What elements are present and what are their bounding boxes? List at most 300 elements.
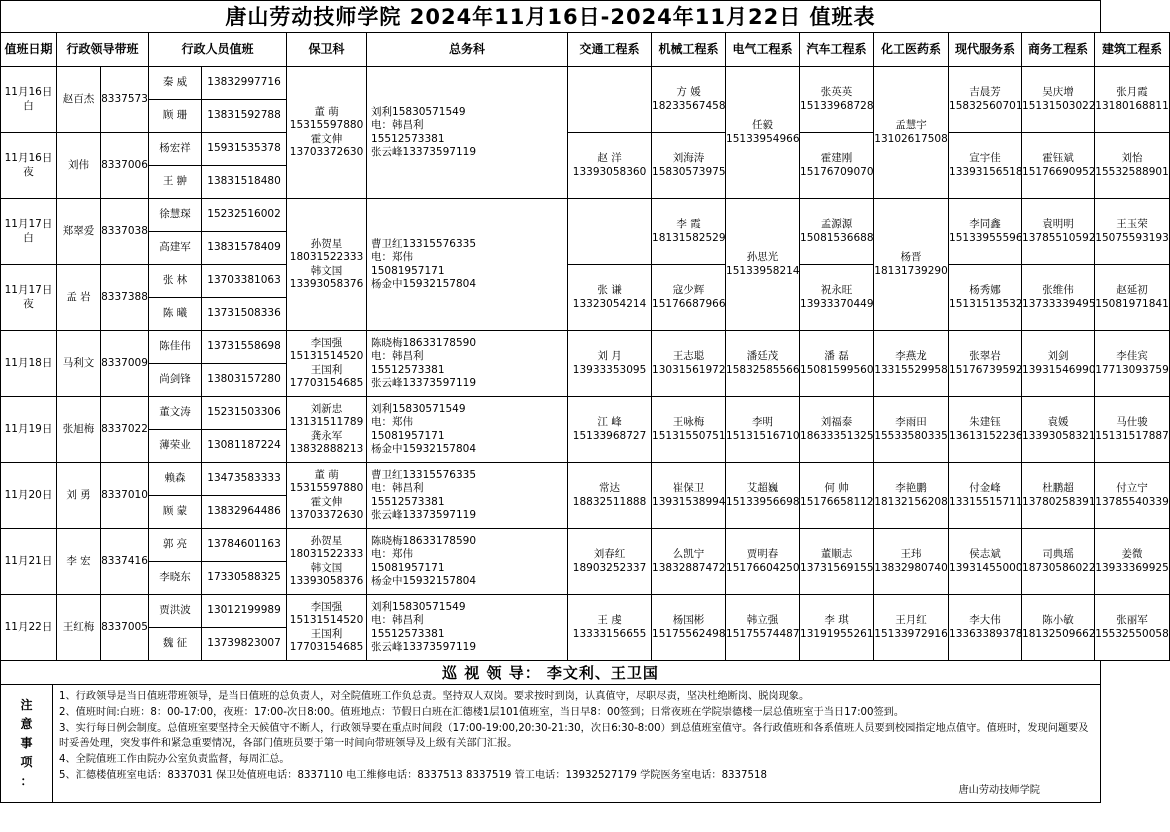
xiandai-cell-line: 吉晨芳 — [969, 86, 1001, 99]
qiche-cell-line: 13191955261 — [800, 627, 874, 640]
security-cell-line: 17703154685 — [289, 376, 364, 389]
huagong-cell-line: 15133972916 — [874, 627, 948, 640]
security-cell — [287, 199, 367, 331]
leader-name: 马利文 — [57, 331, 101, 397]
security-cell-line: 15131514520 — [289, 350, 364, 363]
huagong-cell-line: 13832980740 — [874, 561, 948, 574]
staff-phone: 13784601163 — [202, 529, 287, 562]
jianzhu-cell-line: 马仕骏 — [1116, 416, 1148, 429]
huagong-cell-line: 李燕龙 — [895, 350, 927, 363]
jianzhu-cell — [1095, 265, 1170, 331]
jianzhu-cell — [1095, 463, 1170, 529]
shangwu-cell-line: 张维伟 — [1042, 284, 1074, 297]
shangwu-cell-line: 13785510592 — [1022, 231, 1096, 244]
leader-name: 刘伟 — [57, 133, 101, 199]
jiaotong-cell-line: 常达 — [599, 482, 621, 495]
security-cell-line: 15131514520 — [289, 614, 364, 627]
jianzhu-cell-line: 15532588901 — [1095, 165, 1169, 178]
security-cell-line: 18031522333 — [289, 251, 364, 264]
jiaotong-cell — [568, 67, 652, 133]
jianzhu-cell-line: 刘怡 — [1121, 152, 1143, 165]
security-cell-line: 王国利 — [310, 627, 343, 640]
jixie-cell — [652, 67, 726, 133]
leader-name: 郑翠爱 — [57, 199, 101, 265]
jianzhu-cell-line: 17713093759 — [1095, 363, 1169, 376]
qiche-cell — [800, 529, 874, 595]
dianqi-cell-line: 李明 — [752, 416, 774, 429]
huagong-cell-line: 15533580335 — [874, 429, 948, 442]
general-cell-line: 电：韩昌利 — [371, 482, 424, 495]
table-row — [1, 397, 1170, 430]
general-cell-line: 电：韩昌利 — [371, 614, 424, 627]
general-cell — [367, 595, 568, 661]
staff-name: 陈 曦 — [149, 298, 202, 331]
shangwu-cell-line: 陈小敏 — [1042, 614, 1074, 627]
jiaotong-cell-line: 张 谦 — [597, 284, 622, 297]
general-cell-line: 15081957171 — [371, 429, 445, 442]
jixie-cell-line: 15830573975 — [652, 165, 726, 178]
security-cell-line: 13393058376 — [289, 574, 364, 587]
staff-phone: 13803157280 — [202, 364, 287, 397]
shangwu-cell-line: 刘剑 — [1047, 350, 1069, 363]
header-staff: 行政人员值班 — [149, 33, 287, 67]
header-qiche: 汽车工程系 — [800, 33, 874, 67]
security-cell-line: 刘新忠 — [310, 403, 343, 416]
header-leader: 行政领导带班 — [57, 33, 149, 67]
xiandai-cell-line: 宣宇佳 — [969, 152, 1001, 165]
general-cell-line: 张云峰13373597119 — [371, 640, 477, 653]
jiaotong-cell-line: 刘 月 — [597, 350, 622, 363]
jixie-cell — [652, 331, 726, 397]
staff-name: 顾 蒙 — [149, 496, 202, 529]
general-cell-line: 电：郑伟 — [371, 548, 414, 561]
staff-phone: 13831518480 — [202, 166, 287, 199]
staff-phone: 13473583333 — [202, 463, 287, 496]
general-cell — [367, 529, 568, 595]
leader-phone: 8337009 — [101, 331, 149, 397]
general-cell-line: 刘利15830571549 — [371, 106, 466, 119]
jixie-cell — [652, 529, 726, 595]
leader-phone: 8337573 — [101, 67, 149, 133]
huagong-cell-line: 18131739290 — [874, 264, 948, 277]
xiandai-cell — [949, 133, 1022, 199]
shangwu-cell — [1022, 67, 1095, 133]
jianzhu-cell-line: 13785540339 — [1095, 495, 1169, 508]
general-cell-line: 15512573381 — [371, 627, 445, 640]
general-cell-line: 曹卫红13315576335 — [371, 469, 477, 482]
jiaotong-cell — [568, 463, 652, 529]
jixie-cell-line: 15175562498 — [652, 627, 726, 640]
huagong-cell — [874, 529, 949, 595]
xiandai-cell-line: 朱建钰 — [969, 416, 1001, 429]
qiche-cell-line: 15176658112 — [800, 495, 874, 508]
shangwu-cell-line: 18730586022 — [1022, 561, 1096, 574]
jiaotong-cell-line: 王 虔 — [597, 614, 622, 627]
security-cell-line: 董 萌 — [314, 469, 339, 482]
staff-name: 贾洪波 — [149, 595, 202, 628]
jixie-cell-line: 崔保卫 — [672, 482, 705, 495]
notes-label-char: 项 — [20, 755, 33, 770]
staff-phone: 13081187224 — [202, 430, 287, 463]
general-cell-line: 电：郑伟 — [371, 251, 414, 264]
general-cell-line: 电：韩昌利 — [371, 350, 424, 363]
huagong-cell-line: 杨晋 — [900, 251, 922, 264]
duty-date: 11月16日夜 — [1, 133, 57, 199]
duty-date: 11月22日 — [1, 595, 57, 661]
huagong-cell — [874, 397, 949, 463]
dianqi-cell-line: 孙思光 — [746, 251, 779, 264]
notes-section — [0, 685, 1101, 803]
security-cell-line: 李国强 — [310, 601, 343, 614]
jiaotong-cell — [568, 397, 652, 463]
qiche-cell-line: 孟源源 — [820, 218, 853, 231]
table-row — [1, 67, 1170, 100]
jianzhu-cell-line: 张月霞 — [1116, 86, 1148, 99]
page-title: 唐山劳动技师学院 2024年11月16日-2024年11月22日 值班表 — [0, 0, 1101, 32]
xiandai-cell-line: 15176739592 — [949, 363, 1023, 376]
security-cell-line: 18031522333 — [289, 548, 364, 561]
shangwu-cell — [1022, 397, 1095, 463]
xiandai-cell-line: 13613152236 — [949, 429, 1023, 442]
jixie-cell-line: 王咏梅 — [672, 416, 705, 429]
jixie-cell — [652, 397, 726, 463]
jianzhu-cell-line: 13180168811 — [1095, 99, 1169, 112]
note-item: 2、值班时间:白班：8：00-17:00，夜班：17:00-次日8:00。值班地点：节假日白班在汇德楼1层101值班室，当日早8：00签到；日常夜班在学院崇德楼一层总值班室于当日17:00签到。 — [59, 706, 905, 718]
security-cell — [287, 595, 367, 661]
dianqi-cell-line: 15832585566 — [726, 363, 800, 376]
staff-phone: 15232516002 — [202, 199, 287, 232]
jiaotong-cell-line: 13933353095 — [572, 363, 647, 376]
dianqi-cell-line: 贾明春 — [746, 548, 779, 561]
qiche-cell-line: 15133968728 — [800, 99, 874, 112]
xiandai-cell — [949, 463, 1022, 529]
shangwu-cell-line: 霍钰斌 — [1042, 152, 1074, 165]
dianqi-cell-line: 15176604250 — [726, 561, 800, 574]
shangwu-cell-line: 13780258391 — [1022, 495, 1096, 508]
qiche-cell-line: 李 琪 — [824, 614, 849, 627]
leader-phone: 8337010 — [101, 463, 149, 529]
security-cell-line: 13703372630 — [289, 508, 364, 521]
jixie-cell-line: 么凯宁 — [672, 548, 705, 561]
xiandai-cell-line: 15131513532 — [949, 297, 1023, 310]
jianzhu-cell — [1095, 199, 1170, 265]
huagong-cell-line: 王玮 — [900, 548, 922, 561]
header-jixie: 机械工程系 — [652, 33, 726, 67]
header-row — [1, 33, 1170, 67]
leader-phone: 8337416 — [101, 529, 149, 595]
security-cell-line: 15315597880 — [289, 119, 364, 132]
dianqi-cell-line: 15133958214 — [726, 264, 800, 277]
note-item: 3、实行每日例会制度。总值班室要坚持全天候值守不断人，行政领导要在重点时间段（17:00-19:00,20:30-21:30，次日6:30-8:00）到总值班室值守。各行政值班和各系值班人员要到校园指定地点值守。值班时，发现问题要及时妥善处理，突发事件和紧急重要情况，各部门值班员要于第一时间向带班领导及上级有关部门汇报。 — [59, 722, 1089, 750]
qiche-cell — [800, 133, 874, 199]
header-shangwu: 商务工程系 — [1022, 33, 1095, 67]
dianqi-cell-line: 15133956698 — [726, 495, 800, 508]
general-cell-line: 刘利15830571549 — [371, 403, 466, 416]
general-cell-line: 张云峰13373597119 — [371, 145, 477, 158]
jixie-cell-line: 13931538994 — [652, 495, 726, 508]
xiandai-cell-line: 13315515711 — [949, 495, 1023, 508]
huagong-cell — [874, 67, 949, 199]
dianqi-cell-line: 艾超巍 — [746, 482, 779, 495]
patrol-leaders: 巡 视 领 导： 李文利、王卫国 — [0, 661, 1101, 685]
xiandai-cell-line: 13393156518 — [949, 165, 1023, 178]
jianzhu-cell-line: 13933369925 — [1095, 561, 1169, 574]
jianzhu-cell-line: 张丽军 — [1116, 614, 1148, 627]
qiche-cell-line: 13933370449 — [800, 297, 874, 310]
xiandai-cell-line: 付金峰 — [969, 482, 1001, 495]
qiche-cell-line: 董顺志 — [820, 548, 853, 561]
staff-name: 李晓东 — [149, 562, 202, 595]
jixie-cell-line: 18131582529 — [652, 231, 726, 244]
header-jianzhu: 建筑工程系 — [1095, 33, 1170, 67]
notes-label-char: 事 — [20, 735, 33, 750]
staff-phone: 13731508336 — [202, 298, 287, 331]
dianqi-cell — [726, 331, 800, 397]
xiandai-cell-line: 李大伟 — [969, 614, 1001, 627]
shangwu-cell — [1022, 199, 1095, 265]
xiandai-cell-line: 15133955596 — [949, 231, 1023, 244]
dianqi-cell — [726, 199, 800, 331]
general-cell-line: 15081957171 — [371, 264, 445, 277]
qiche-cell-line: 15081536688 — [800, 231, 874, 244]
jixie-cell-line: 18233567458 — [652, 99, 726, 112]
jixie-cell-line: 李 霞 — [676, 218, 701, 231]
dianqi-cell-line: 任毅 — [752, 119, 774, 132]
duty-date: 11月17日夜 — [1, 265, 57, 331]
xiandai-cell-line: 杨秀娜 — [969, 284, 1001, 297]
huagong-cell-line: 13102617508 — [874, 132, 948, 145]
leader-phone: 8337006 — [101, 133, 149, 199]
qiche-cell-line: 霍建刚 — [820, 152, 853, 165]
jianzhu-cell — [1095, 331, 1170, 397]
dianqi-cell — [726, 595, 800, 661]
leader-name: 李 宏 — [57, 529, 101, 595]
security-cell-line: 王国利 — [310, 363, 343, 376]
table-row — [1, 199, 1170, 232]
shangwu-cell-line: 13733339495 — [1022, 297, 1096, 310]
jianzhu-cell-line: 15131517887 — [1095, 429, 1169, 442]
qiche-cell-line: 18633351325 — [800, 429, 874, 442]
general-cell — [367, 463, 568, 529]
dianqi-cell-line: 韩立强 — [746, 614, 779, 627]
jixie-cell-line: 刘海涛 — [672, 152, 705, 165]
qiche-cell-line: 何 帅 — [824, 482, 849, 495]
staff-phone: 13703381063 — [202, 265, 287, 298]
jianzhu-cell — [1095, 133, 1170, 199]
table-row — [1, 133, 1170, 166]
notes-body — [53, 685, 1100, 802]
general-cell-line: 15081957171 — [371, 561, 445, 574]
jixie-cell-line: 寇少辉 — [672, 284, 705, 297]
shangwu-cell-line: 18132509662 — [1022, 627, 1096, 640]
jiaotong-cell-line: 13333156655 — [572, 627, 647, 640]
dianqi-cell-line: 15131516710 — [726, 429, 800, 442]
jiaotong-cell — [568, 595, 652, 661]
qiche-cell-line: 15176709070 — [800, 165, 874, 178]
leader-phone: 8337022 — [101, 397, 149, 463]
leader-name: 赵百杰 — [57, 67, 101, 133]
staff-name: 尚剑锋 — [149, 364, 202, 397]
jianzhu-cell-line: 15075593193 — [1095, 231, 1169, 244]
huagong-cell — [874, 199, 949, 331]
note-item: 1、行政领导是当日值班带班领导，是当日值班的总负责人，对全院值班工作负总责。坚持双人双岗。要求按时到岗，认真值守，尽职尽责，坚决杜绝断岗、脱岗现象。 — [59, 691, 810, 702]
jianzhu-cell — [1095, 397, 1170, 463]
duty-date: 11月21日 — [1, 529, 57, 595]
jixie-cell — [652, 199, 726, 265]
jixie-cell-line: 杨国彬 — [672, 614, 705, 627]
jixie-cell-line: 方 媛 — [676, 86, 701, 99]
jiaotong-cell-line: 刘春红 — [593, 548, 626, 561]
huagong-cell-line: 18132156208 — [874, 495, 948, 508]
staff-name: 郭 亮 — [149, 529, 202, 562]
qiche-cell — [800, 595, 874, 661]
jianzhu-cell-line: 姜微 — [1121, 548, 1143, 561]
duty-date: 11月19日 — [1, 397, 57, 463]
general-cell-line: 杨金中15932157804 — [371, 442, 477, 455]
security-cell — [287, 397, 367, 463]
security-cell — [287, 529, 367, 595]
jixie-cell — [652, 463, 726, 529]
general-cell-line: 曹卫红13315576335 — [371, 238, 477, 251]
xiandai-cell-line: 13931455000 — [949, 561, 1023, 574]
jiaotong-cell — [568, 199, 652, 265]
leader-phone: 8337038 — [101, 199, 149, 265]
jianzhu-cell-line: 赵延初 — [1116, 284, 1148, 297]
security-cell-line: 13703372630 — [289, 145, 364, 158]
security-cell-line: 董 萌 — [314, 106, 339, 119]
jiaotong-cell-line: 赵 洋 — [597, 152, 622, 165]
general-cell-line: 15512573381 — [371, 495, 445, 508]
shangwu-cell-line: 杜鹏超 — [1042, 482, 1074, 495]
shangwu-cell-line: 袁明明 — [1042, 218, 1074, 231]
leader-name: 张旭梅 — [57, 397, 101, 463]
xiandai-cell-line: 13363389378 — [949, 627, 1023, 640]
duty-date: 11月16日白 — [1, 67, 57, 133]
shangwu-cell-line: 13393058321 — [1022, 429, 1096, 442]
security-cell-line: 13832888213 — [289, 442, 364, 455]
shangwu-cell-line: 15131503022 — [1022, 99, 1096, 112]
general-cell-line: 陈晓梅18633178590 — [371, 337, 477, 350]
security-cell-line: 霍文伸 — [310, 132, 343, 145]
jixie-cell-line: 15131550751 — [652, 429, 726, 442]
staff-name: 秦 威 — [149, 67, 202, 100]
jianzhu-cell — [1095, 67, 1170, 133]
staff-name: 杨宏祥 — [149, 133, 202, 166]
jianzhu-cell-line: 李佳宾 — [1116, 350, 1148, 363]
security-cell-line: 霍文伸 — [310, 495, 343, 508]
security-cell-line: 15315597880 — [289, 482, 364, 495]
jiaotong-cell — [568, 265, 652, 331]
jiaotong-cell-line: 13323054214 — [572, 297, 647, 310]
shangwu-cell — [1022, 133, 1095, 199]
jixie-cell-line: 15176687966 — [652, 297, 726, 310]
security-cell-line: 13393058376 — [289, 277, 364, 290]
staff-name: 薄荣业 — [149, 430, 202, 463]
huagong-cell-line: 王月红 — [895, 614, 927, 627]
staff-phone: 17330588325 — [202, 562, 287, 595]
jianzhu-cell-line: 王玉荣 — [1116, 218, 1148, 231]
shangwu-cell-line: 吴庆增 — [1042, 86, 1074, 99]
jiaotong-cell — [568, 133, 652, 199]
huagong-cell-line: 13315529958 — [874, 363, 948, 376]
xiandai-cell — [949, 199, 1022, 265]
staff-phone: 13831592788 — [202, 100, 287, 133]
general-cell-line: 杨金中15932157804 — [371, 277, 477, 290]
jixie-cell — [652, 595, 726, 661]
huagong-cell-line: 孟慧宇 — [895, 119, 927, 132]
staff-phone: 15231503306 — [202, 397, 287, 430]
dianqi-cell-line: 潘廷茂 — [746, 350, 779, 363]
note-item: 5、汇德楼值班室电话：8337031 保卫处值班电话：8337110 电工维修电话：8337513 8337519 管工电话：13932527179 学院医务室电话：8337518 — [59, 770, 767, 782]
jixie-cell-line: 13031561972 — [652, 363, 726, 376]
general-cell-line: 陈晓梅18633178590 — [371, 535, 477, 548]
huagong-cell-line: 李艳鹏 — [895, 482, 927, 495]
general-cell — [367, 199, 568, 331]
staff-phone: 13832964486 — [202, 496, 287, 529]
staff-phone: 13731558698 — [202, 331, 287, 364]
leader-phone: 8337388 — [101, 265, 149, 331]
footer-school: 唐山劳动技师学院 — [958, 785, 1040, 797]
staff-name: 徐慧琛 — [149, 199, 202, 232]
header-xiandai: 现代服务系 — [949, 33, 1022, 67]
header-date: 值班日期 — [1, 33, 57, 67]
duty-table — [0, 32, 1170, 661]
note-item: 4、全院值班工作由院办公室负责监督，每周汇总。 — [59, 754, 290, 766]
security-cell — [287, 67, 367, 199]
dianqi-cell — [726, 397, 800, 463]
jianzhu-cell — [1095, 595, 1170, 661]
general-cell-line: 杨金中15932157804 — [371, 574, 477, 587]
security-cell-line: 李国强 — [310, 337, 343, 350]
xiandai-cell-line: 李同鑫 — [969, 218, 1001, 231]
notes-label-char: ： — [20, 774, 33, 789]
staff-phone: 13831578409 — [202, 232, 287, 265]
header-dianqi: 电气工程系 — [726, 33, 800, 67]
jiaotong-cell-line: 18903252337 — [572, 561, 647, 574]
xiandai-cell — [949, 67, 1022, 133]
qiche-cell — [800, 67, 874, 133]
qiche-cell-line: 13731569155 — [800, 561, 874, 574]
qiche-cell-line: 潘 磊 — [824, 350, 849, 363]
general-cell-line: 15512573381 — [371, 132, 445, 145]
xiandai-cell — [949, 265, 1022, 331]
jixie-cell — [652, 265, 726, 331]
staff-name: 陈佳伟 — [149, 331, 202, 364]
table-row — [1, 265, 1170, 298]
table-row — [1, 529, 1170, 562]
xiandai-cell — [949, 397, 1022, 463]
jixie-cell-line: 13832887472 — [652, 561, 726, 574]
jiaotong-cell-line: 15133968727 — [572, 429, 647, 442]
leader-name: 孟 岩 — [57, 265, 101, 331]
jiaotong-cell — [568, 331, 652, 397]
staff-name: 赖森 — [149, 463, 202, 496]
header-security: 保卫科 — [287, 33, 367, 67]
general-cell — [367, 397, 568, 463]
staff-name: 董文涛 — [149, 397, 202, 430]
notes-label — [1, 685, 53, 802]
dianqi-cell — [726, 67, 800, 199]
xiandai-cell-line: 侯志斌 — [969, 548, 1001, 561]
table-row — [1, 331, 1170, 364]
xiandai-cell — [949, 331, 1022, 397]
notes-label-char: 意 — [20, 716, 33, 731]
shangwu-cell-line: 袁媛 — [1047, 416, 1069, 429]
huagong-cell — [874, 595, 949, 661]
jianzhu-cell — [1095, 529, 1170, 595]
staff-name: 王 翀 — [149, 166, 202, 199]
jianzhu-cell-line: 付立宁 — [1116, 482, 1148, 495]
